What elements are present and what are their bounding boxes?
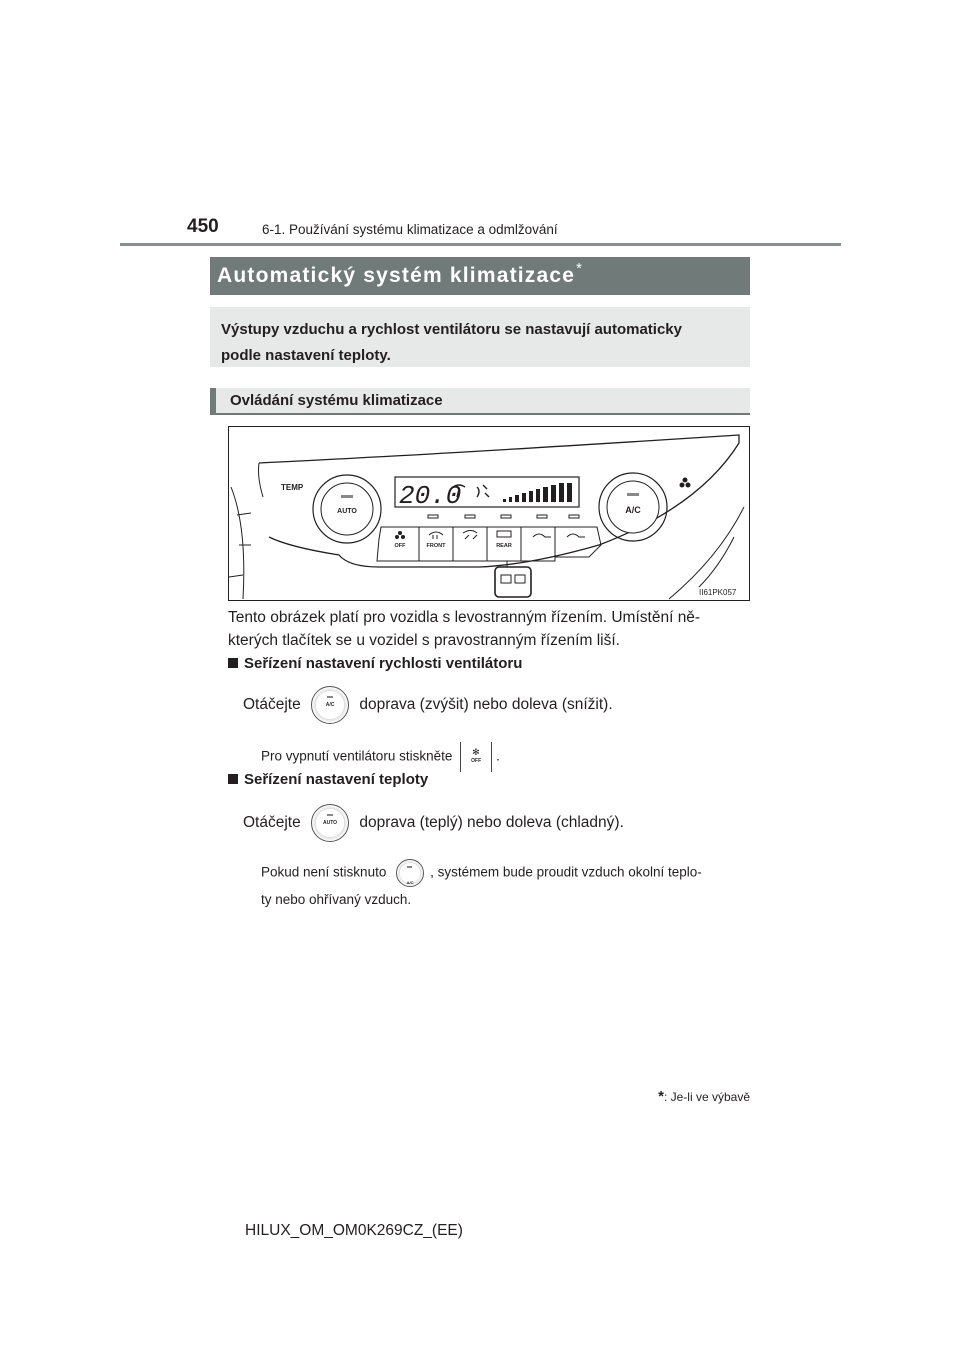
auto-knob-icon xyxy=(311,804,349,842)
temperature-display: 20.0 xyxy=(399,481,462,511)
page-number: 450 xyxy=(187,216,219,237)
auto-knob-icon-label: AUTO xyxy=(323,820,338,826)
footnote-text: : Je-li ve výbavě xyxy=(663,1090,750,1104)
para1-line-2: kterých tlačítek se u vozidel s pravostranným řízením liší. xyxy=(228,632,620,649)
bullet-square-icon xyxy=(228,774,238,784)
intro-line-1: Výstupy vzduchu a rychlost ventilátoru se nastavují automaticky xyxy=(221,321,682,338)
ac-note-before: Pokud není stisknuto xyxy=(261,864,387,880)
main-heading-text: Automatický systém klimatizace xyxy=(217,264,576,287)
ac-small-knob-icon xyxy=(396,859,424,887)
ac-knob-label: A/C xyxy=(625,505,641,515)
climate-panel-illustration xyxy=(229,427,749,600)
sub-heading-underline xyxy=(210,413,750,415)
temp-label: TEMP xyxy=(281,483,304,492)
fan-instruction xyxy=(243,686,613,724)
fan-off-note-before: Pro vypnutí ventilátoru stiskněte xyxy=(261,748,453,764)
sub-heading: Ovládání systému klimatizace xyxy=(210,388,750,414)
temp-instruction-before: Otáčejte xyxy=(243,814,301,832)
rear-defog-button-label: REAR xyxy=(496,543,512,549)
para1-line-1: Tento obrázek platí pro vozidla s levostranným řízením. Umístění ně- xyxy=(228,609,701,626)
fan-off-note xyxy=(261,742,500,772)
auto-knob-label: AUTO xyxy=(337,508,357,515)
footnote xyxy=(612,1088,750,1105)
temperature-heading xyxy=(228,771,428,788)
fan-speed-heading-text: Seřízení nastavení rychlosti ventilátoru xyxy=(244,655,523,672)
temperature-heading-text: Seřízení nastavení teploty xyxy=(244,771,429,788)
lhd-note-paragraph xyxy=(228,606,750,652)
ac-knob-icon xyxy=(311,686,349,724)
ac-not-pressed-note xyxy=(261,859,751,913)
section-title: 6-1. Používání systému klimatizace a odmlžování xyxy=(262,222,558,237)
off-button-label: OFF xyxy=(394,543,406,549)
off-button-icon-label: OFF xyxy=(471,758,482,764)
fan-instruction-after: doprava (zvýšit) nebo doleva (snížit). xyxy=(359,696,613,714)
ac-note-after: , systémem bude proudit vzduch okolní teplo- xyxy=(430,864,702,880)
ac-note-line-2: ty nebo ohřívaný vzduch. xyxy=(261,892,412,907)
main-heading xyxy=(210,257,750,295)
intro-line-2: podle nastavení teploty. xyxy=(221,347,391,364)
fan-instruction-before: Otáčejte xyxy=(243,696,301,714)
temp-instruction-after: doprava (teplý) nebo doleva (chladný). xyxy=(359,814,624,832)
front-defog-button-label: FRONT xyxy=(426,543,446,549)
fan-speed-heading xyxy=(228,655,522,672)
header-divider xyxy=(120,243,841,246)
optional-equipment-asterisk: * xyxy=(576,260,584,277)
climate-control-panel-figure xyxy=(228,426,750,601)
off-button-icon xyxy=(460,742,492,772)
intro-box xyxy=(210,307,750,367)
figure-code: II61PK057 xyxy=(699,588,737,597)
fan-off-note-after: . xyxy=(496,748,500,764)
bullet-square-icon xyxy=(228,658,238,668)
temperature-instruction xyxy=(243,804,624,842)
ac-small-knob-label: A/C xyxy=(406,880,414,885)
footnote-star: * xyxy=(658,1088,664,1105)
manual-code: HILUX_OM_OM0K269CZ_(EE) xyxy=(245,1222,463,1239)
ac-knob-icon-label: A/C xyxy=(325,702,335,708)
fan-icon: ✻ xyxy=(472,747,480,757)
